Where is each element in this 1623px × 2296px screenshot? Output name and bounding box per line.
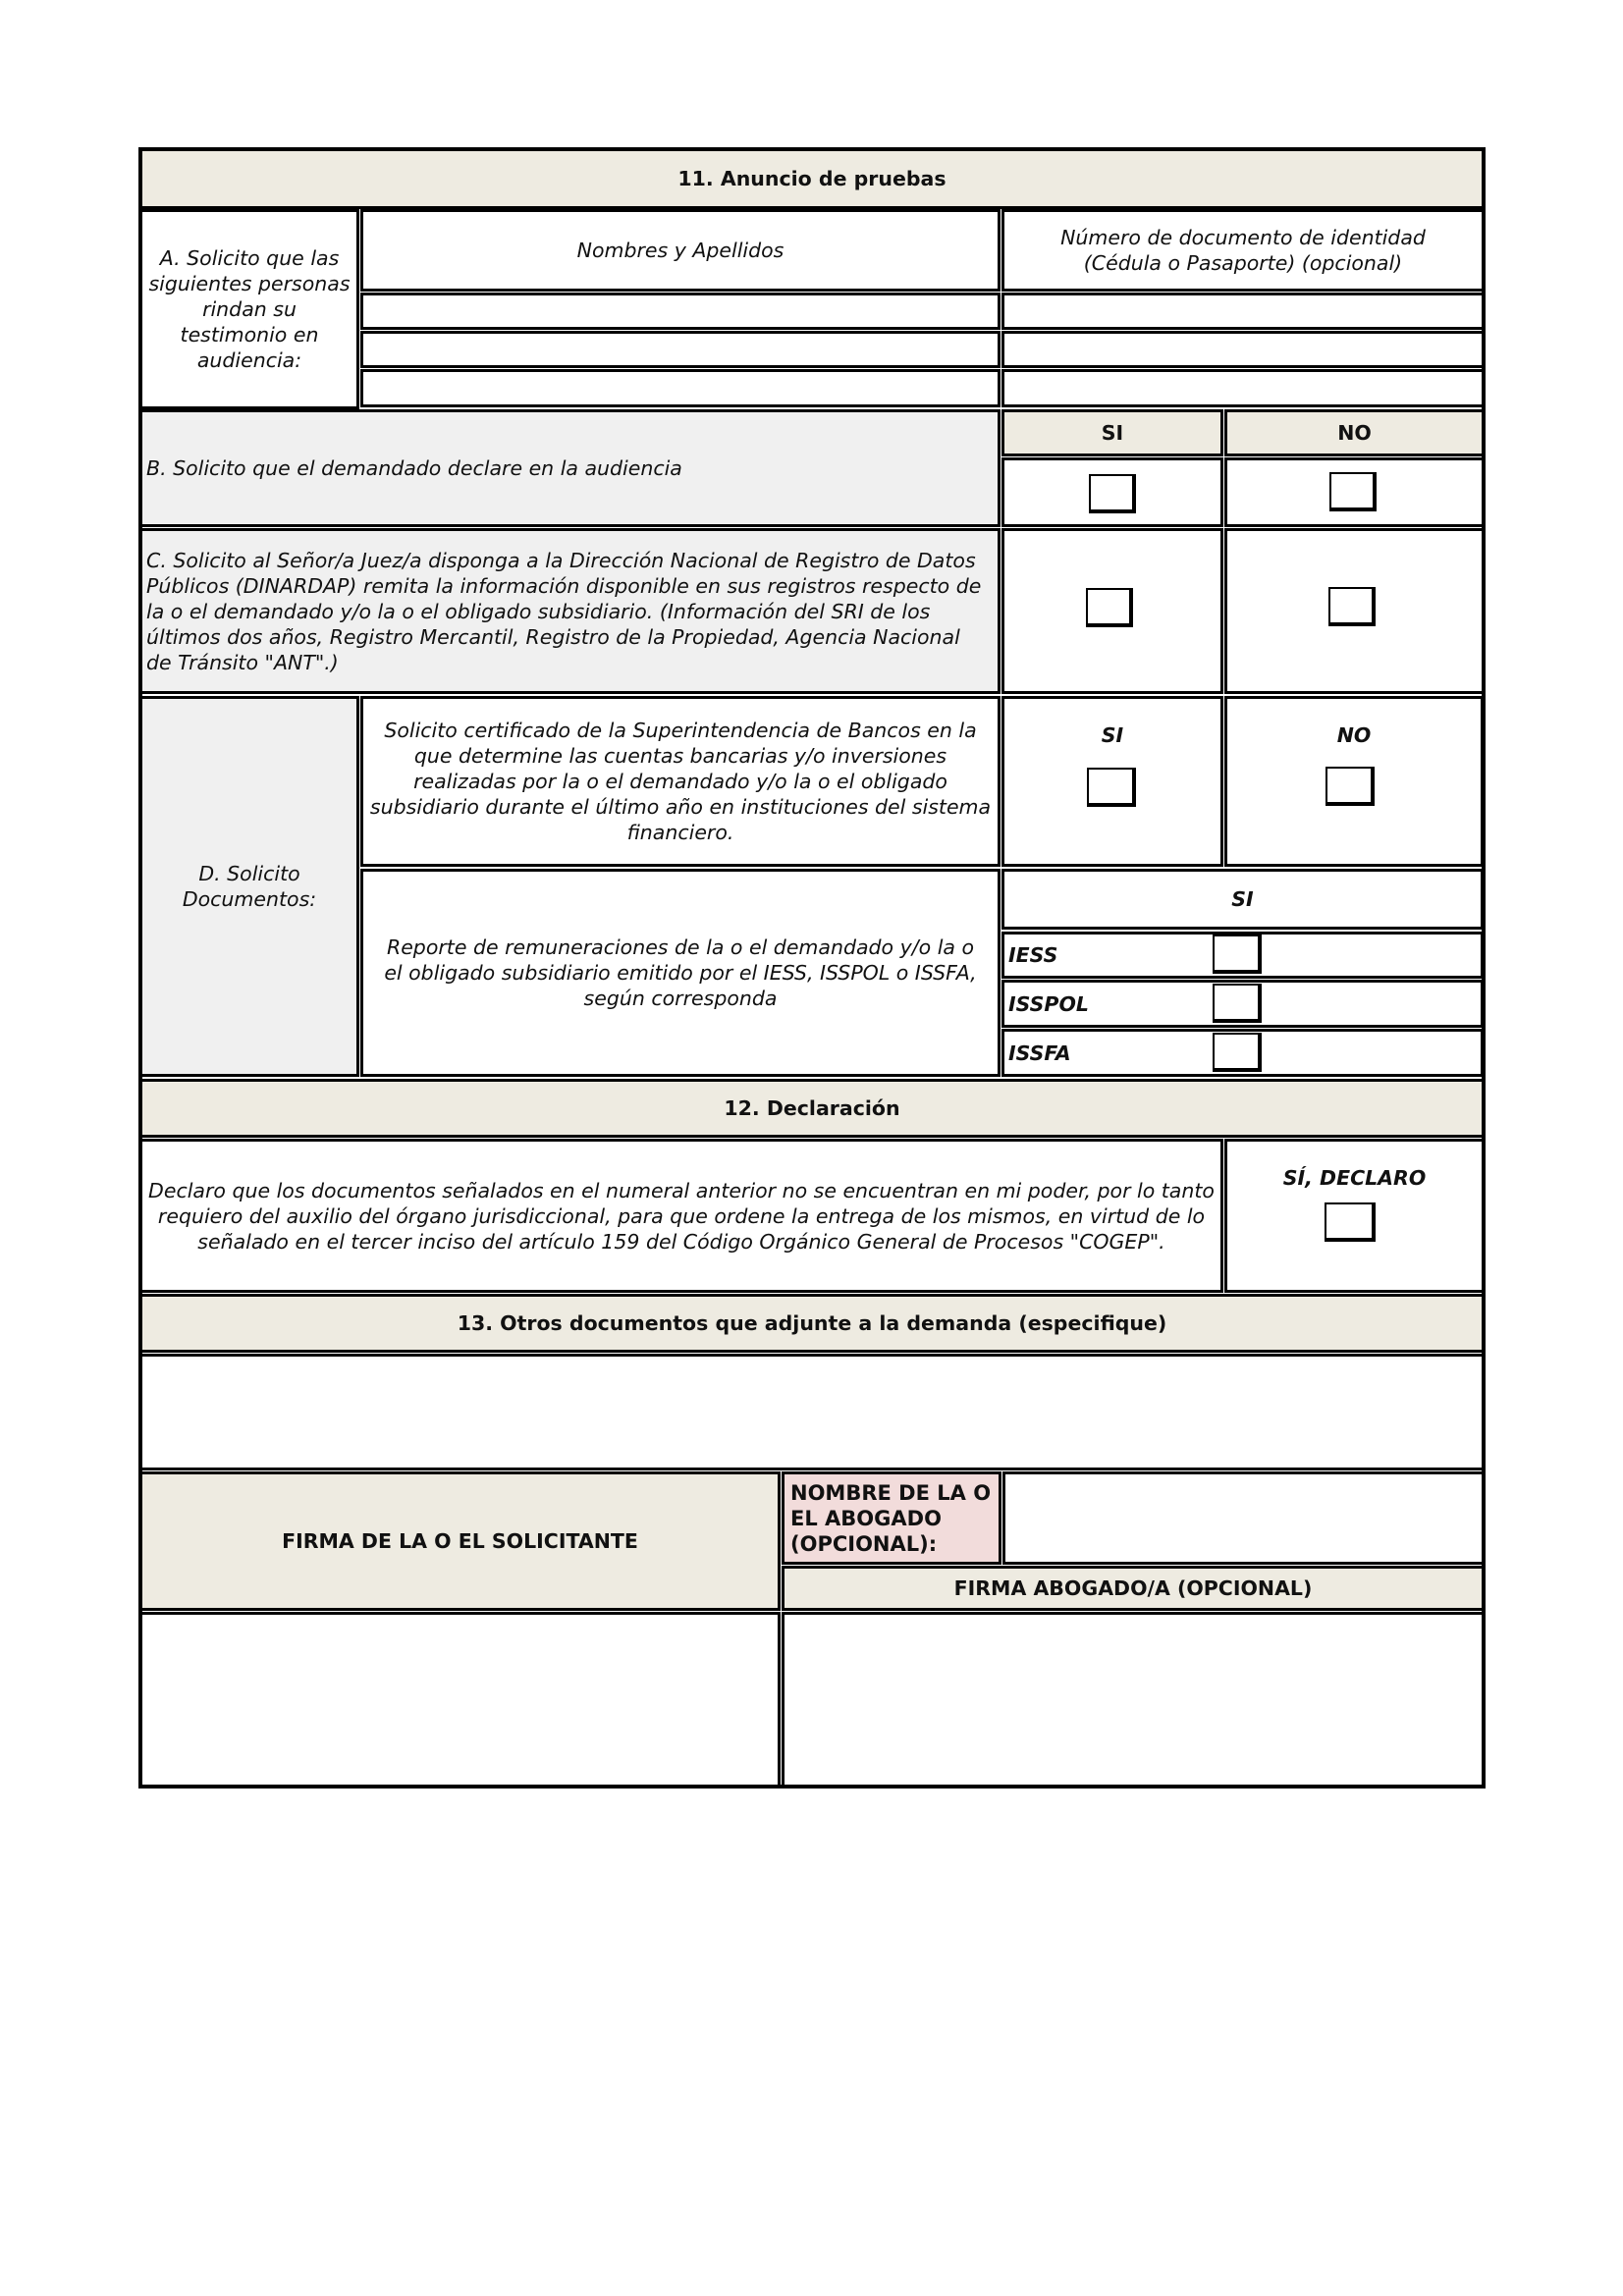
applicant-signature-area[interactable] <box>140 1613 780 1787</box>
applicant-signature-label: FIRMA DE LA O EL SOLICITANTE <box>140 1472 780 1610</box>
isspol-checkbox[interactable] <box>1213 984 1262 1023</box>
declare-cell: SÍ, DECLARO <box>1225 1140 1484 1292</box>
declaration-text: Declaro que los documentos señalados en el numeral anterior no se encuentran en mi poder, por lo tanto requiero del auxilio del órgano jurisdiccional, para que ordene la entrega de los mismos, en virtud de lo señalado en el tercer inciso del artículo 159 del Código Orgánico General de Procesos "COGEP". <box>140 1140 1222 1292</box>
other-documents-field[interactable] <box>140 1355 1484 1469</box>
lawyer-signature-label: FIRMA ABOGADO/A (OPCIONAL) <box>783 1567 1484 1610</box>
witness-id-1[interactable] <box>1002 294 1484 329</box>
remuneration-report-text: Reporte de remuneraciones de la o el demandado y/o la o el obligado subsidiario emitido por el IESS, ISSPOL o ISSFA, según corresponda <box>361 870 1000 1076</box>
witness-request-label: A. Solicito que las siguientes personas rindan su testimonio en audiencia: <box>140 210 358 408</box>
declare-checkbox[interactable] <box>1325 1202 1376 1242</box>
witness-name-3[interactable] <box>361 370 1000 406</box>
d1-no-cell: NO <box>1225 697 1483 866</box>
isspol-label: ISSPOL <box>1008 991 1089 1016</box>
section-11-title: 11. Anuncio de pruebas <box>140 149 1484 208</box>
iess-checkbox[interactable] <box>1213 934 1262 974</box>
c-si-checkbox[interactable] <box>1086 588 1133 627</box>
witness-id-2[interactable] <box>1002 332 1484 367</box>
defendant-testimony-label: B. Solicito que el demandado declare en la audiencia <box>140 410 1000 526</box>
d1-si-checkbox[interactable] <box>1087 768 1136 807</box>
b-si-checkbox[interactable] <box>1089 474 1136 513</box>
bank-certificate-text: Solicito certificado de la Superintendencia de Bancos en la que determine las cuentas bancarias y/o inversiones realizadas por la o el demandado y/o la o el obligado subsidiario durante el último año en instituciones del sistema financiero. <box>361 697 1000 866</box>
issfa-label: ISSFA <box>1008 1041 1071 1065</box>
b-no-checkbox[interactable] <box>1329 472 1377 511</box>
lawyer-name-field[interactable] <box>1003 1472 1484 1564</box>
d1-si-cell: SI <box>1002 697 1222 866</box>
issfa-checkbox[interactable] <box>1213 1033 1262 1072</box>
witness-id-3[interactable] <box>1002 370 1484 406</box>
c-no-checkbox[interactable] <box>1328 587 1376 626</box>
names-column-header: Nombres y Apellidos <box>361 210 1000 291</box>
id-column-header: Número de documento de identidad (Cédula o Pasaporte) (opcional) <box>1002 210 1484 291</box>
b-si-header: SI <box>1002 410 1222 455</box>
d2-si-header: SI <box>1002 870 1483 929</box>
dinardap-request-label: C. Solicito al Señor/a Juez/a disponga a la Dirección Nacional de Registro de Datos Públicos (DINARDAP) remita la información disponible en sus registros respecto de la o el demandado y/o la o el obligado subsidiario. (Información del SRI de los últimos dos años, Registro Mercantil, Registro de la Propiedad, Agencia Nacional de Tránsito "ANT".) <box>140 529 1000 693</box>
iess-label: IESS <box>1008 943 1058 967</box>
witness-name-1[interactable] <box>361 294 1000 329</box>
documents-request-label: D. Solicito Documentos: <box>140 697 358 1076</box>
lawyer-name-label: NOMBRE DE LA O EL ABOGADO (OPCIONAL): <box>783 1472 1001 1564</box>
b-no-header: NO <box>1225 410 1484 455</box>
section-13-title: 13. Otros documentos que adjunte a la demanda (especifique) <box>140 1295 1484 1352</box>
d1-no-checkbox[interactable] <box>1325 767 1375 806</box>
section-12-title: 12. Declaración <box>140 1080 1484 1137</box>
lawyer-signature-area[interactable] <box>783 1613 1484 1787</box>
witness-name-2[interactable] <box>361 332 1000 367</box>
